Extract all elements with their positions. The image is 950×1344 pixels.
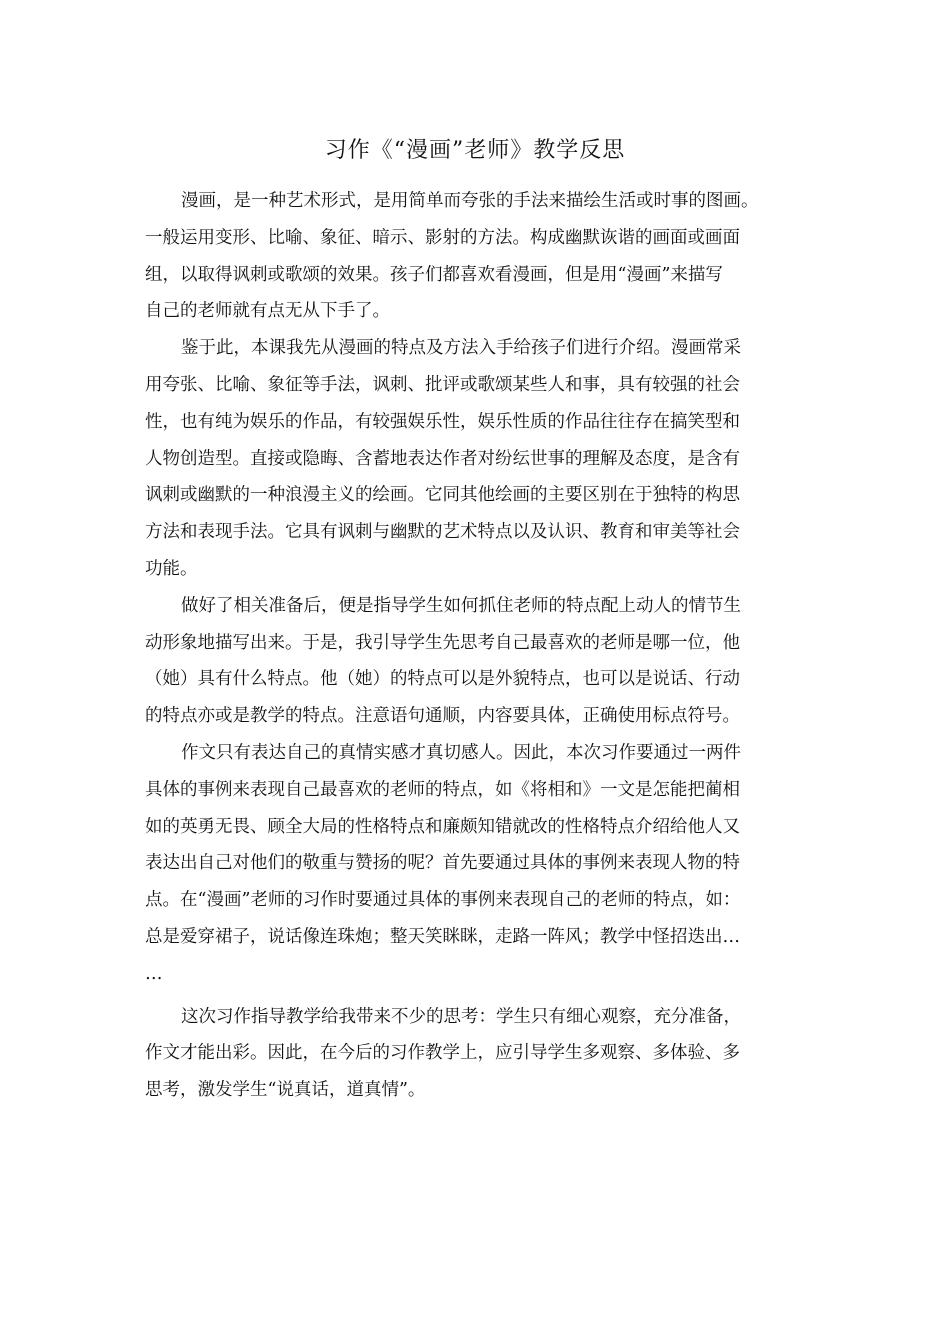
paragraph-4 <box>145 735 815 993</box>
paragraph-1 <box>145 183 815 330</box>
paragraph-line: 自己的老师就有点无从下手了。 <box>145 301 390 322</box>
paragraph-line: 这次习作指导教学给我带来不少的思考：学生只有细心观察，充分准备， <box>181 1006 741 1027</box>
paragraph-line: 的特点亦或是教学的特点。注意语句通顺，内容要具体，正确使用标点符号。 <box>145 706 740 727</box>
paragraph-line: 讽刺或幽默的一种浪漫主义的绘画。它同其他绘画的主要区别在于独特的构思 <box>145 485 740 506</box>
paragraph-line: 作文才能出彩。因此，在今后的习作教学上，应引导学生多观察、多体验、多 <box>145 1043 740 1064</box>
paragraph-line: （她）具有什么特点。他（她）的特点可以是外貌特点，也可以是说话、行动 <box>145 669 740 690</box>
paragraph-line: 用夸张、比喻、象征等手法，讽刺、批评或歌颂某些人和事，具有较强的社会 <box>145 374 740 395</box>
paragraph-line: 鉴于此，本课我先从漫画的特点及方法入手给孩子们进行介绍。漫画常采 <box>181 338 741 359</box>
paragraph-line: 动形象地描写出来。于是，我引导学生先思考自己最喜欢的老师是哪一位，他 <box>145 632 740 653</box>
paragraph-line: 组，以取得讽刺或歌颂的效果。孩子们都喜欢看漫画，但是用“漫画”来描写 <box>145 264 723 285</box>
paragraph-line: 如的英勇无畏、顾全大局的性格特点和廉颇知错就改的性格特点介绍给他人又 <box>145 816 740 837</box>
paragraph-line: 漫画，是一种艺术形式，是用简单而夸张的手法来描绘生活或时事的图画。 <box>181 191 759 211</box>
paragraph-line: 点。在“漫画”老师的习作时要通过具体的事例来表现自己的老师的特点，如： <box>145 890 741 911</box>
paragraph-2 <box>145 330 815 588</box>
document-body <box>145 183 815 1109</box>
paragraph-line: 功能。 <box>145 558 198 579</box>
document-title: 习作《“漫画”老师》教学反思 <box>324 138 626 163</box>
paragraph-line: 人物创造型。直接或隐晦、含蓄地表达作者对纷纭世事的理解及态度，是含有 <box>145 448 740 469</box>
paragraph-line: 表达出自己对他们的敬重与赞扬的呢？首先要通过具体的事例来表现人物的特 <box>145 853 740 874</box>
paragraph-line: 性，也有纯为娱乐的作品，有较强娱乐性，娱乐性质的作品往往存在搞笑型和 <box>145 411 740 432</box>
paragraph-line: 一般运用变形、比喻、象征、暗示、影射的方法。构成幽默诙谐的画面或画面 <box>145 227 740 248</box>
paragraph-5 <box>145 999 815 1109</box>
paragraph-line: 具体的事例来表现自己最喜欢的老师的特点，如《将相和》一文是怎能把蔺相 <box>145 779 740 800</box>
paragraph-3 <box>145 588 815 735</box>
paragraph-line: 方法和表现手法。它具有讽刺与幽默的艺术特点以及认识、教育和审美等社会 <box>145 522 740 543</box>
paragraph-line: 作文只有表达自己的真情实感才真切感人。因此，本次习作要通过一两件 <box>181 742 741 763</box>
paragraph-line: 做好了相关准备后，便是指导学生如何抓住老师的特点配上动人的情节生 <box>181 595 741 616</box>
paragraph-line: … <box>145 963 163 984</box>
paragraph-line: 总是爱穿裙子，说话像连珠炮；整天笑眯眯，走路一阵风；教学中怪招迭出… <box>145 926 740 947</box>
paragraph-line: 思考，激发学生“说真话，道真情”。 <box>145 1080 426 1101</box>
